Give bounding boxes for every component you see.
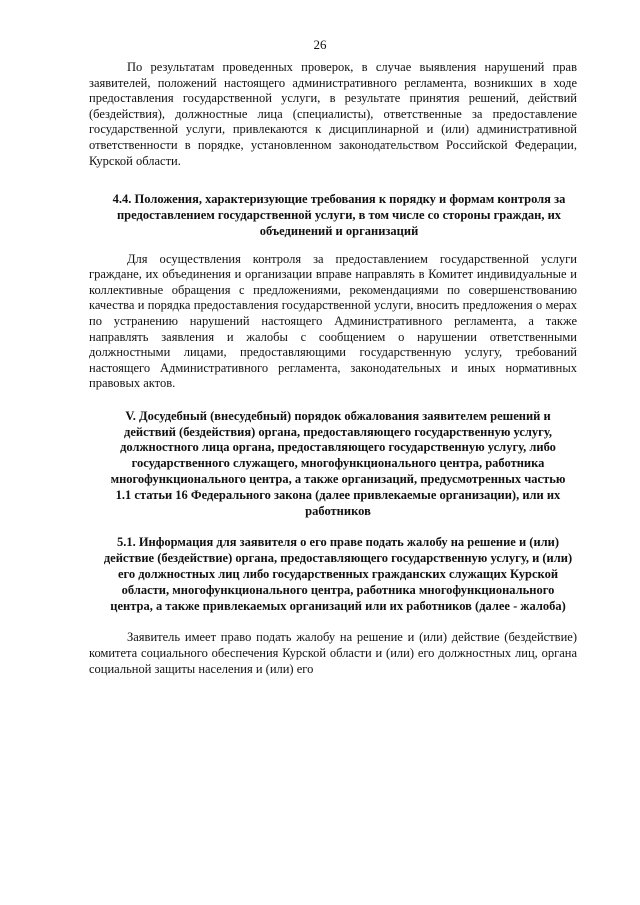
paragraph-responsibility: По результатам проведенных проверок, в случае выявления нарушений прав заявителей, положений настоящего административного регламента, возникших в ходе предоставления государственной услуги, в результате принятия решений, действий (бездействия), должностные лица (специалисты), ответственные за предоставление государственной услуги, привлекаются к дисциплинарной и (или) административной ответственности в порядке, установленном законодательством Российской Федерации, Курской области.	[89, 60, 577, 168]
section-heading-5-1: 5.1. Информация для заявителя о его праве подать жалобу на решение и (или) действие (бездействие) органа, предоставляющего государственную услугу, и (или) его должностных лиц либо государственных гражданских служащих Курской области, многофункционального центра, работника многофункционального центра, а также привлекаемых организаций или их работников (далее - жалоба)	[103, 535, 573, 613]
paragraph-citizen-control: Для осуществления контроля за предоставлением государственной услуги граждане, их объединения и организации вправе направлять в Комитет индивидуальные и коллективные обращения с предложениями, рекомендациями по совершенствованию качества и порядка предоставления государственной услуги, вносить предложения о мерах по устранению нарушений настоящего Административного регламента, а также направлять заявления и жалобы с сообщением о нарушении ответственными должностными лицами, предоставляющими государственную услугу, требований настоящего Административного регламента, законодательных и иных нормативных правовых актов.	[89, 251, 577, 391]
page-content	[89, 60, 577, 677]
chapter-heading-5: V. Досудебный (внесудебный) порядок обжалования заявителем решений и действий (бездействия) органа, предоставляющего государственную услугу, должностного лица органа, предоставляющего государственную услугу, либо государственного служащего, многофункционального центра, работника многофункционального центра, а также организаций, предусмотренных частью 1.1 статьи 16 Федерального закона (далее привлекаемые организации), или их работников	[110, 408, 566, 518]
page-number: 26	[313, 37, 327, 52]
section-heading-4-4: 4.4. Положения, характеризующие требования к порядку и формам контроля за предоставлением государственной услуги, в том числе со стороны граждан, их объединений и организаций	[112, 192, 566, 238]
paragraph-complaint-right: Заявитель имеет право подать жалобу на решение и (или) действие (бездействие) комитета социального обеспечения Курской области и (или) его должностных лиц, органа социальной защиты населения и (или) его	[89, 630, 577, 676]
